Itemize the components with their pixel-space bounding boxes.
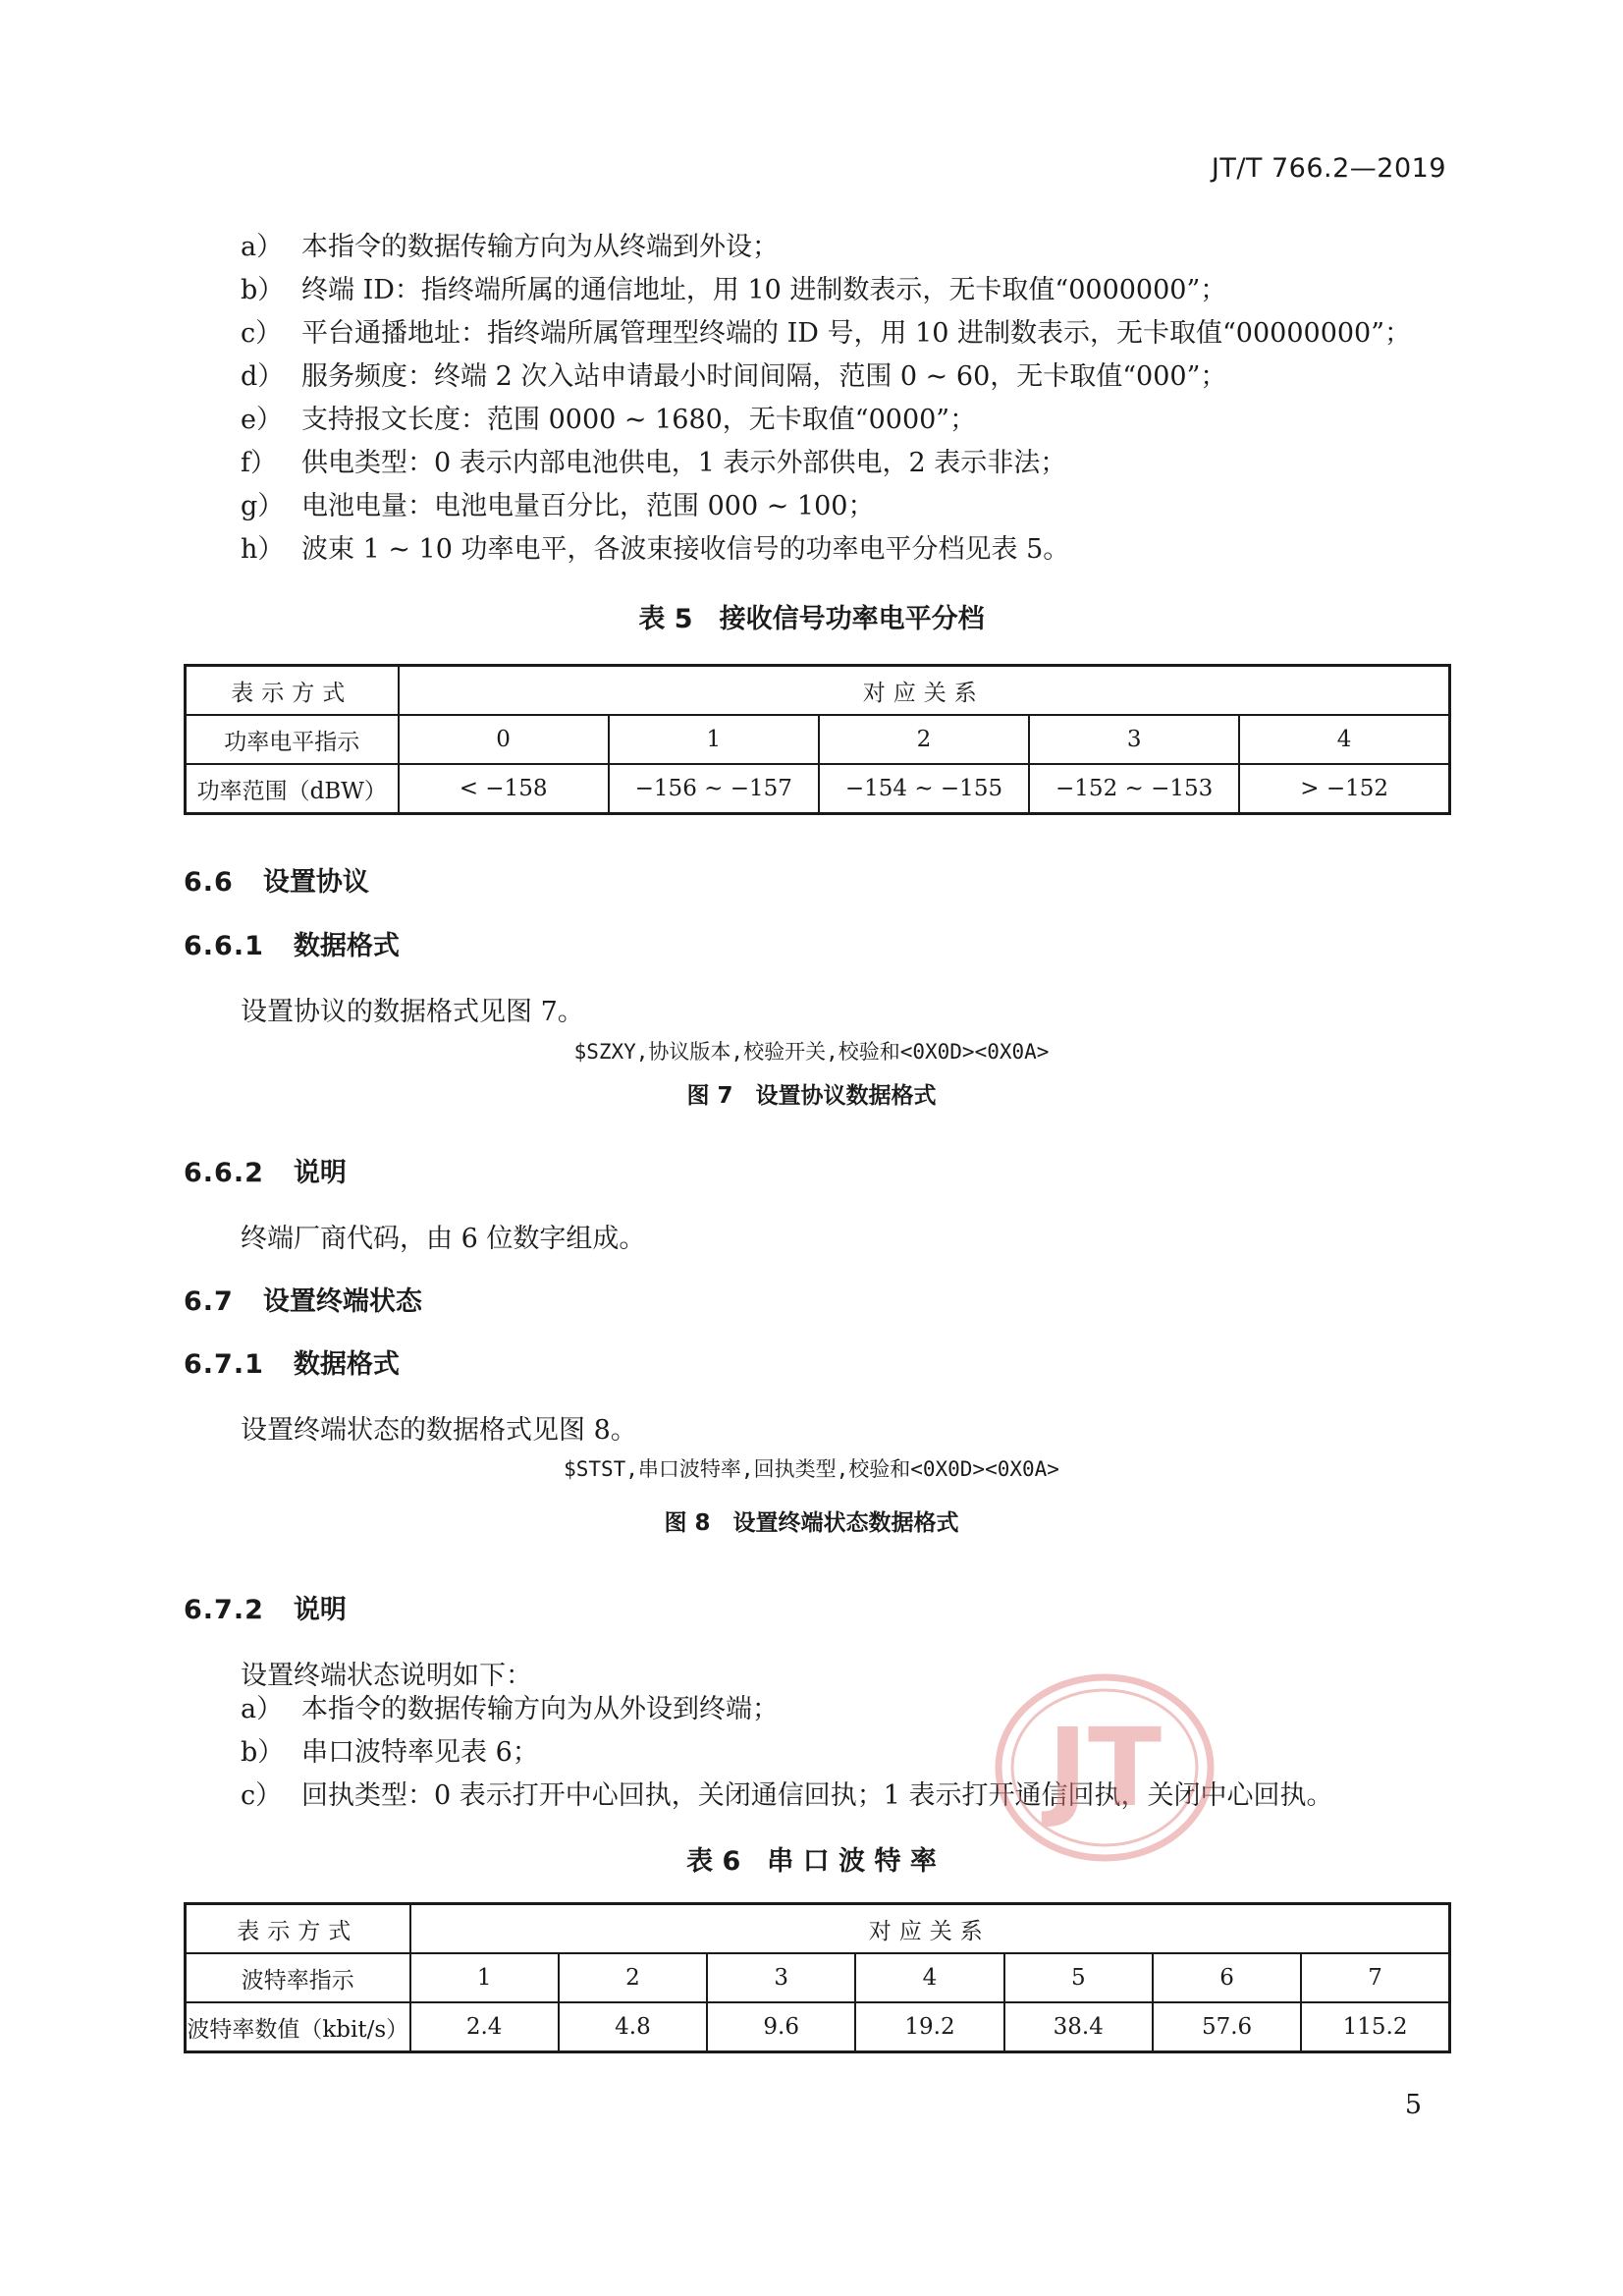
- row-label: 功率电平指示: [186, 715, 399, 764]
- table-cell: 5: [1004, 1953, 1153, 2002]
- table5: [184, 664, 1451, 815]
- data-format-line: $STST,串口波特率,回执类型,校验和<0X0D><0X0A>: [564, 1457, 1059, 1481]
- paragraph: 设置终端状态的数据格式见图 8。: [241, 1415, 637, 1446]
- table-row: [186, 666, 1450, 716]
- list-item-text: 波束 1 ~ 10 功率电平，各波束接收信号的功率电平分档见表 5。: [301, 534, 1070, 565]
- list-item: [241, 528, 1411, 572]
- list-item: [241, 485, 1411, 528]
- field-description-list: [241, 226, 1411, 572]
- section-number: 6.6.1: [184, 931, 264, 961]
- row-label: 波特率数值（kbit/s）: [186, 2002, 410, 2052]
- list-item-text: 支持报文长度：范围 0000 ~ 1680，无卡取值“0000”；: [301, 405, 977, 435]
- section-number: 6.7: [184, 1286, 234, 1317]
- list-item-label: b）: [241, 1737, 285, 1768]
- row-label: 波特率指示: [186, 1953, 410, 2002]
- table-cell: 38.4: [1004, 2002, 1153, 2052]
- table-cell: 115.2: [1301, 2002, 1449, 2052]
- figure7-caption: 图 7 设置协议数据格式: [686, 1083, 937, 1109]
- list-item: [241, 399, 1411, 442]
- table-cell: 1: [609, 715, 819, 764]
- table-cell: < −158: [399, 764, 609, 814]
- table-cell: 4: [1239, 715, 1449, 764]
- list-item-label: g）: [241, 491, 285, 521]
- table-cell: 1: [410, 1953, 559, 2002]
- table-cell: −156 ~ −157: [609, 764, 819, 814]
- table-cell: 3: [1029, 715, 1239, 764]
- list-item: [241, 442, 1411, 485]
- section-heading-6-7: [184, 1280, 422, 1318]
- section-title: 说明: [293, 1595, 347, 1625]
- section-title: 说明: [293, 1158, 347, 1188]
- table-cell: > −152: [1239, 764, 1449, 814]
- table-cell: 2: [819, 715, 1029, 764]
- row-label: 功率范围（dBW）: [186, 764, 399, 814]
- section-number: 6.7.1: [184, 1349, 264, 1380]
- list-item-text: 供电类型：0 表示内部电池供电，1 表示外部供电，2 表示非法；: [301, 448, 1067, 478]
- table-cell: 9.6: [707, 2002, 855, 2052]
- table-row: [186, 2002, 1450, 2052]
- table5-caption: 表 5 接收信号功率电平分档: [638, 604, 985, 634]
- table-cell: 4: [855, 1953, 1003, 2002]
- table-row: [186, 764, 1450, 814]
- list-item-text: 串口波特率见表 6；: [301, 1737, 539, 1768]
- list-item-label: c）: [241, 1780, 283, 1811]
- section-heading-6-6: [184, 860, 369, 899]
- table-cell: 3: [707, 1953, 855, 2002]
- standard-code: JT/T 766.2—2019: [1211, 153, 1446, 184]
- list-item: [241, 355, 1411, 399]
- table-cell: −154 ~ −155: [819, 764, 1029, 814]
- table-cell: 4.8: [559, 2002, 707, 2052]
- seal-text: JT: [1048, 1705, 1162, 1831]
- list-item-text: 本指令的数据传输方向为从外设到终端；: [301, 1694, 779, 1724]
- table-header-span: 对应关系: [410, 1904, 1450, 1954]
- list-item-label: f）: [241, 448, 277, 478]
- list-item-label: e）: [241, 405, 283, 435]
- list-item-text: 服务频度：终端 2 次入站申请最小时间间隔，范围 0 ~ 60，无卡取值“000”；: [301, 361, 1227, 392]
- list-item-text: 电池电量：电池电量百分比，范围 000 ~ 100；: [301, 491, 875, 521]
- section-title: 数据格式: [293, 1349, 400, 1380]
- list-item-text: 回执类型：0 表示打开中心回执，关闭通信回执；1 表示打开通信回执，关闭中心回执。: [301, 1780, 1333, 1811]
- table-cell: 0: [399, 715, 609, 764]
- list-item-label: h）: [241, 534, 285, 565]
- table-cell: 2.4: [410, 2002, 559, 2052]
- table6-caption: 表 6 串 口 波 特 率: [686, 1846, 937, 1877]
- table-header-cell: 表示方式: [186, 1904, 410, 1954]
- table-cell: −152 ~ −153: [1029, 764, 1239, 814]
- section-title: 设置终端状态: [262, 1286, 422, 1317]
- table-cell: 7: [1301, 1953, 1449, 2002]
- paragraph: 设置终端状态说明如下：: [241, 1661, 532, 1691]
- section-number: 6.7.2: [184, 1595, 264, 1625]
- list-item: [241, 312, 1411, 355]
- table-header-span: 对应关系: [399, 666, 1450, 716]
- section-title: 数据格式: [293, 931, 400, 961]
- list-item: [241, 226, 1411, 269]
- table-cell: 19.2: [855, 2002, 1003, 2052]
- list-item-label: a）: [241, 1694, 284, 1724]
- table-row: [186, 715, 1450, 764]
- table-header-cell: 表示方式: [186, 666, 399, 716]
- list-item-label: b）: [241, 275, 285, 305]
- list-item-text: 终端 ID：指终端所属的通信地址，用 10 进制数表示，无卡取值“0000000”；: [301, 275, 1227, 305]
- table-cell: 57.6: [1153, 2002, 1301, 2052]
- list-item-text: 平台通播地址：指终端所属管理型终端的 ID 号，用 10 进制数表示，无卡取值“00000000”；: [301, 318, 1412, 349]
- section-heading-6-6-2: [184, 1151, 347, 1189]
- jt-seal-icon: [992, 1669, 1217, 1866]
- table-cell: 2: [559, 1953, 707, 2002]
- data-format-line: $SZXY,协议版本,校验开关,校验和<0X0D><0X0A>: [573, 1040, 1050, 1064]
- section-number: 6.6: [184, 867, 234, 898]
- table-cell: 6: [1153, 1953, 1301, 2002]
- table6: [184, 1902, 1451, 2053]
- section-heading-6-7-1: [184, 1342, 400, 1381]
- list-item-label: d）: [241, 361, 285, 392]
- list-item: [241, 269, 1411, 312]
- table-row: [186, 1953, 1450, 2002]
- section-heading-6-7-2: [184, 1588, 347, 1626]
- list-item-text: 本指令的数据传输方向为从终端到外设；: [301, 232, 779, 262]
- section-heading-6-6-1: [184, 924, 400, 962]
- paragraph: 设置协议的数据格式见图 7。: [241, 997, 584, 1027]
- paragraph: 终端厂商代码，由 6 位数字组成。: [241, 1224, 646, 1254]
- figure8-caption: 图 8 设置终端状态数据格式: [664, 1510, 959, 1536]
- list-item-label: c）: [241, 318, 283, 349]
- table-row: [186, 1904, 1450, 1954]
- section-title: 设置协议: [262, 867, 369, 898]
- page-number: 5: [1404, 2090, 1422, 2120]
- section-number: 6.6.2: [184, 1158, 264, 1188]
- list-item-label: a）: [241, 232, 284, 262]
